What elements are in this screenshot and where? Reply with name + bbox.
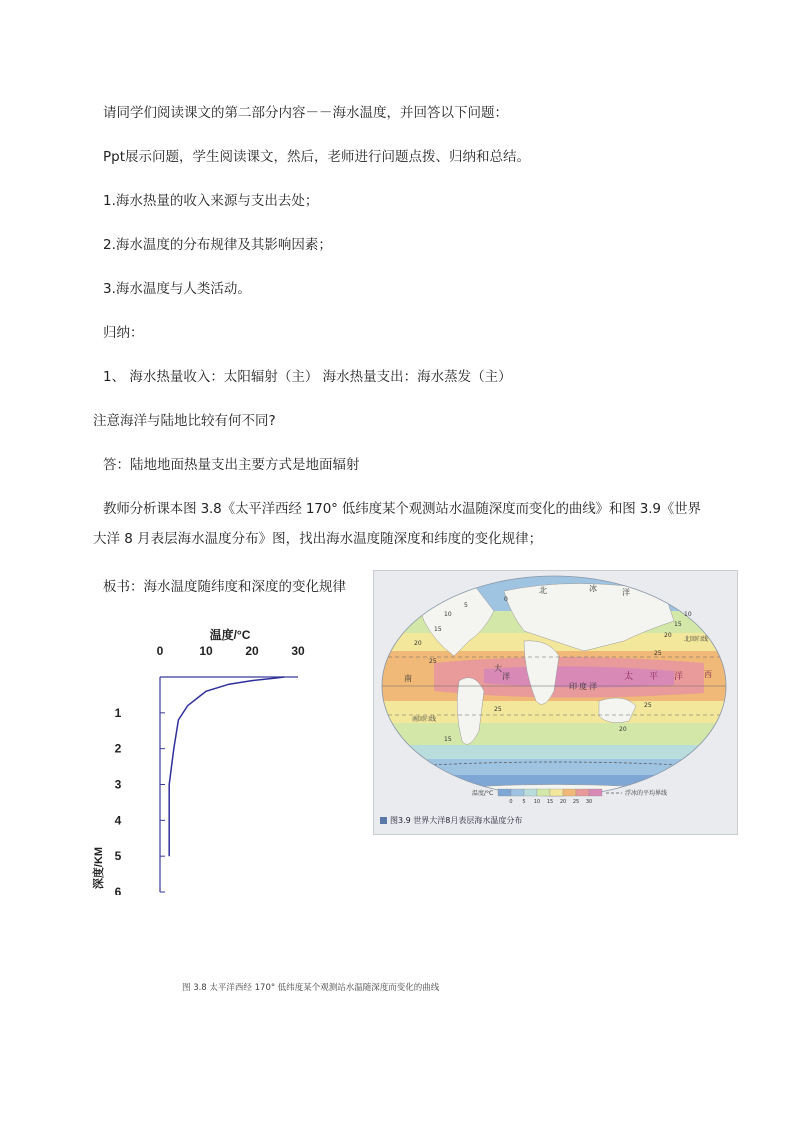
isotherm-label: 25 xyxy=(429,658,437,665)
isotherm-label: 20 xyxy=(414,640,422,647)
y-tick-label: 5 xyxy=(114,849,122,864)
x-tick-label: 10 xyxy=(199,644,213,658)
ocean-label-tai: 太 xyxy=(624,672,634,682)
ocean-label-yang-1: 洋 xyxy=(622,588,630,597)
temperature-depth-curve xyxy=(169,677,284,856)
legend-color-swatch xyxy=(498,789,511,796)
ocean-label-du: 度 xyxy=(579,682,587,691)
paragraph-4: 2.海水温度的分布规律及其影响因素； xyxy=(103,237,332,253)
paragraph-10: 教师分析课本图 3.8《太平洋西经 170° 低纬度某个观测站水温随深度而变化的曲线》和图 3.9《世界 xyxy=(103,501,701,517)
paragraph-8: 注意海洋与陆地比较有何不同? xyxy=(93,413,276,429)
paragraph-6: 归纳： xyxy=(103,325,144,341)
x-tick-label: 20 xyxy=(245,644,259,658)
ocean-label-yin: 印 xyxy=(569,682,577,691)
chart-axes xyxy=(160,677,298,892)
paragraph-1: 请同学们阅读课文的第二部分内容－－海水温度，并回答以下问题： xyxy=(103,105,508,121)
legend-color-swatch xyxy=(550,789,563,796)
tropic-cancer-label: 北回归线 xyxy=(684,636,709,643)
legend-color-swatch xyxy=(563,789,576,796)
chart-xlabel: 温度/°C xyxy=(209,628,251,642)
map-legend xyxy=(472,789,667,805)
south-cool-band xyxy=(374,745,737,759)
legend-title: 温度/°C xyxy=(472,790,494,797)
south-temperate-band xyxy=(374,723,737,745)
paragraph-11: 大洋 8 月表层海水温度分布》图，找出海水温度随深度和纬度的变化规律； xyxy=(93,531,543,547)
ocean-temperature-map-figure xyxy=(373,570,738,835)
y-tick-label: 2 xyxy=(114,741,122,756)
antarctica-landmass xyxy=(394,785,719,812)
ocean-label-yang-4: 洋 xyxy=(502,672,510,681)
legend-value-label: 0 xyxy=(509,799,513,805)
isotherm-label: 10 xyxy=(444,611,452,618)
isotherm-label: 15 xyxy=(444,736,452,743)
ocean-temperature-map xyxy=(374,571,737,834)
legend-color-swatch xyxy=(524,789,537,796)
y-tick-label: 6 xyxy=(114,885,122,895)
chart-caption: 图 3.8 太平洋西经 170° 低纬度某个观测站水温随深度而变化的曲线 xyxy=(182,983,440,993)
legend-color-swatch xyxy=(511,789,524,796)
ocean-label-yang-2: 洋 xyxy=(674,672,684,682)
paragraph-2: Ppt展示问题，学生阅读课文，然后，老师进行问题点拨、归纳和总结。 xyxy=(103,149,531,165)
ocean-label-yang-3: 洋 xyxy=(589,682,597,691)
chart-ticks xyxy=(115,644,305,895)
isotherm-label: 5 xyxy=(464,602,468,609)
legend-value-label: 10 xyxy=(533,799,541,805)
paragraph-3: 1.海水热量的收入来源与支出去处； xyxy=(103,193,319,209)
legend-ice-line-label: 浮冰的平均界线 xyxy=(625,790,668,797)
chart-ylabel: 深度/KM xyxy=(93,846,105,890)
legend-value-label: 15 xyxy=(546,799,554,805)
ocean-label-xi: 西 xyxy=(704,670,712,679)
legend-color-swatch xyxy=(537,789,550,796)
ocean-label-da: 大 xyxy=(494,664,502,673)
legend-color-swatch xyxy=(576,789,589,796)
isotherm-label: 25 xyxy=(644,702,652,709)
x-tick-label: 0 xyxy=(156,644,164,658)
figure-marker-icon xyxy=(380,817,387,824)
paragraph-7: 1、 海水热量收入：太阳辐射（主） 海水热量支出：海水蒸发（主） xyxy=(103,369,512,385)
y-tick-label: 3 xyxy=(114,777,122,792)
depth-temperature-chart xyxy=(90,620,320,895)
isotherm-label: 25 xyxy=(494,706,502,713)
ocean-label-ping: 平 xyxy=(649,672,659,682)
tropic-capricorn-label: 南回归线 xyxy=(412,716,437,723)
legend-value-label: 25 xyxy=(572,799,580,805)
map-caption-text: 图3.9 世界大洋8月表层海水温度分布 xyxy=(390,816,523,825)
ocean-label-bei: 北 xyxy=(539,586,547,595)
isotherm-label: 10 xyxy=(684,611,692,618)
y-tick-label: 4 xyxy=(114,813,122,828)
y-tick-label: 1 xyxy=(114,705,122,720)
legend-value-label: 20 xyxy=(559,799,567,805)
blackboard-heading: 板书：海水温度随纬度和深度的变化规律 xyxy=(103,579,346,595)
isotherm-label: 25 xyxy=(654,650,662,657)
isotherm-label: 20 xyxy=(664,632,672,639)
legend-value-label: 30 xyxy=(585,799,593,805)
ocean-label-nan: 南 xyxy=(404,674,412,683)
isotherm-label: 0 xyxy=(504,596,508,603)
map-caption xyxy=(380,815,522,826)
legend-value-label: 5 xyxy=(522,799,526,805)
isotherm-label: 15 xyxy=(674,621,682,628)
chart-series xyxy=(169,677,284,856)
legend-color-swatch xyxy=(589,789,602,796)
paragraph-5: 3.海水温度与人类活动。 xyxy=(103,281,251,297)
ocean-label-bing: 冰 xyxy=(589,584,597,593)
isotherm-label: 15 xyxy=(434,626,442,633)
isotherm-label: 20 xyxy=(619,726,627,733)
x-tick-label: 30 xyxy=(291,644,305,658)
paragraph-9: 答：陆地地面热量支出主要方式是地面辐射 xyxy=(103,457,360,473)
